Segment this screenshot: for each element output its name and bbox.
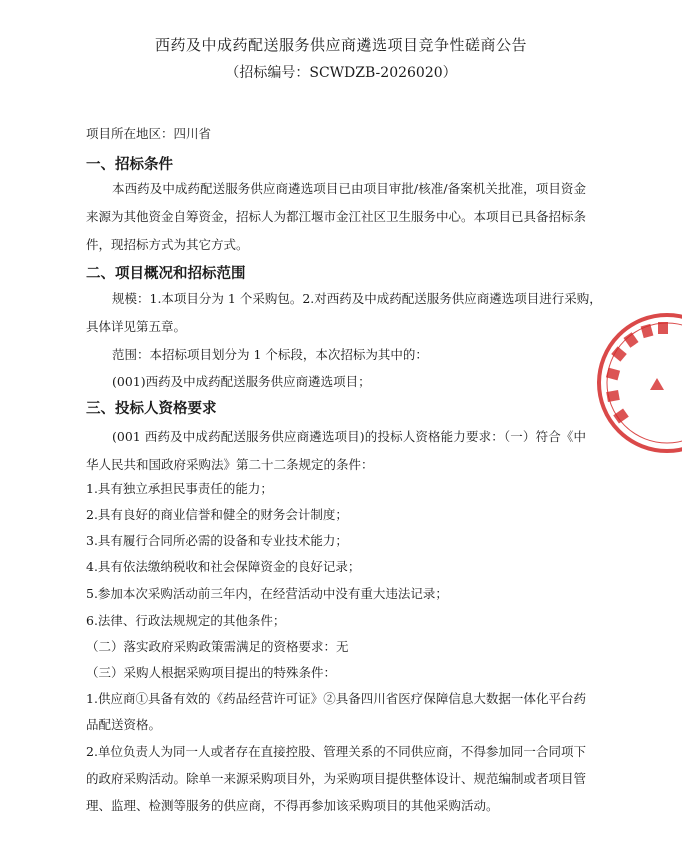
paragraph-line: 理、监理、检测等服务的供应商，不得再参加该采购项目的其他采购活动。 <box>86 798 499 813</box>
list-item: 6.法律、行政法规规定的其他条件； <box>86 613 286 628</box>
section-heading-project-overview: 二、项目概况和招标范围 <box>86 266 246 282</box>
paragraph-line: 华人民共和国政府采购法》第二十二条规定的条件： <box>86 457 374 472</box>
list-item: 5.参加本次采购活动前三年内，在经营活动中没有重大违法记录； <box>86 586 448 601</box>
paragraph-line: 具体详见第五章。 <box>86 319 187 334</box>
list-item: 1.供应商①具备有效的《药品经营许可证》②具备四川省医疗保障信息大数据一体化平台药 <box>86 691 586 706</box>
paragraph-line: 本西药及中成药配送服务供应商遴选项目已由项目审批/核准/备案机关批准，项目资金 <box>112 181 586 196</box>
list-item: 2.具有良好的商业信誉和健全的财务会计制度； <box>86 507 348 522</box>
section-heading-tender-conditions: 一、招标条件 <box>86 157 173 173</box>
project-region: 项目所在地区：四川省 <box>86 126 212 141</box>
paragraph-line: 范围：本招标项目划分为 1 个标段，本次招标为其中的： <box>112 347 428 362</box>
paragraph-line: 的政府采购活动。除单一来源采购项目外，为采购项目提供整体设计、规范编制或者项目管 <box>86 771 587 786</box>
list-item: 2.单位负责人为同一人或者存在直接控股、管理关系的不同供应商，不得参加同一合同项下 <box>86 744 586 759</box>
list-item: （二）落实政府采购政策需满足的资格要求：无 <box>86 639 349 654</box>
paragraph-line: (001)西药及中成药配送服务供应商遴选项目； <box>112 374 371 389</box>
document-title: 西药及中成药配送服务供应商遴选项目竞争性磋商公告 <box>154 36 527 54</box>
list-item: 3.具有履行合同所必需的设备和专业技术能力； <box>86 533 348 548</box>
paragraph-line: (001 西药及中成药配送服务供应商遴选项目)的投标人资格能力要求：（一）符合《中 <box>112 429 586 444</box>
list-item: 4.具有依法缴纳税收和社会保障资金的良好记录； <box>86 559 361 574</box>
paragraph-line: 品配送资格。 <box>86 717 162 732</box>
list-item: （三）采购人根据采购项目提出的特殊条件： <box>86 665 337 680</box>
paragraph-line: 件，现招标方式为其它方式。 <box>86 237 249 252</box>
paragraph-line: 规模：1.本项目分为 1 个采购包。2.对西药及中成药配送服务供应商遴选项目进行采购， <box>112 291 602 306</box>
section-heading-bidder-qualifications: 三、投标人资格要求 <box>86 401 217 417</box>
seal-stamp-icon <box>592 308 682 458</box>
list-item: 1.具有独立承担民事责任的能力； <box>86 481 273 496</box>
tender-number: （招标编号：SCWDZB-2026020） <box>225 65 457 81</box>
paragraph-line: 来源为其他资金自筹资金，招标人为都江堰市金江社区卫生服务中心。本项目已具备招标条 <box>86 209 587 224</box>
